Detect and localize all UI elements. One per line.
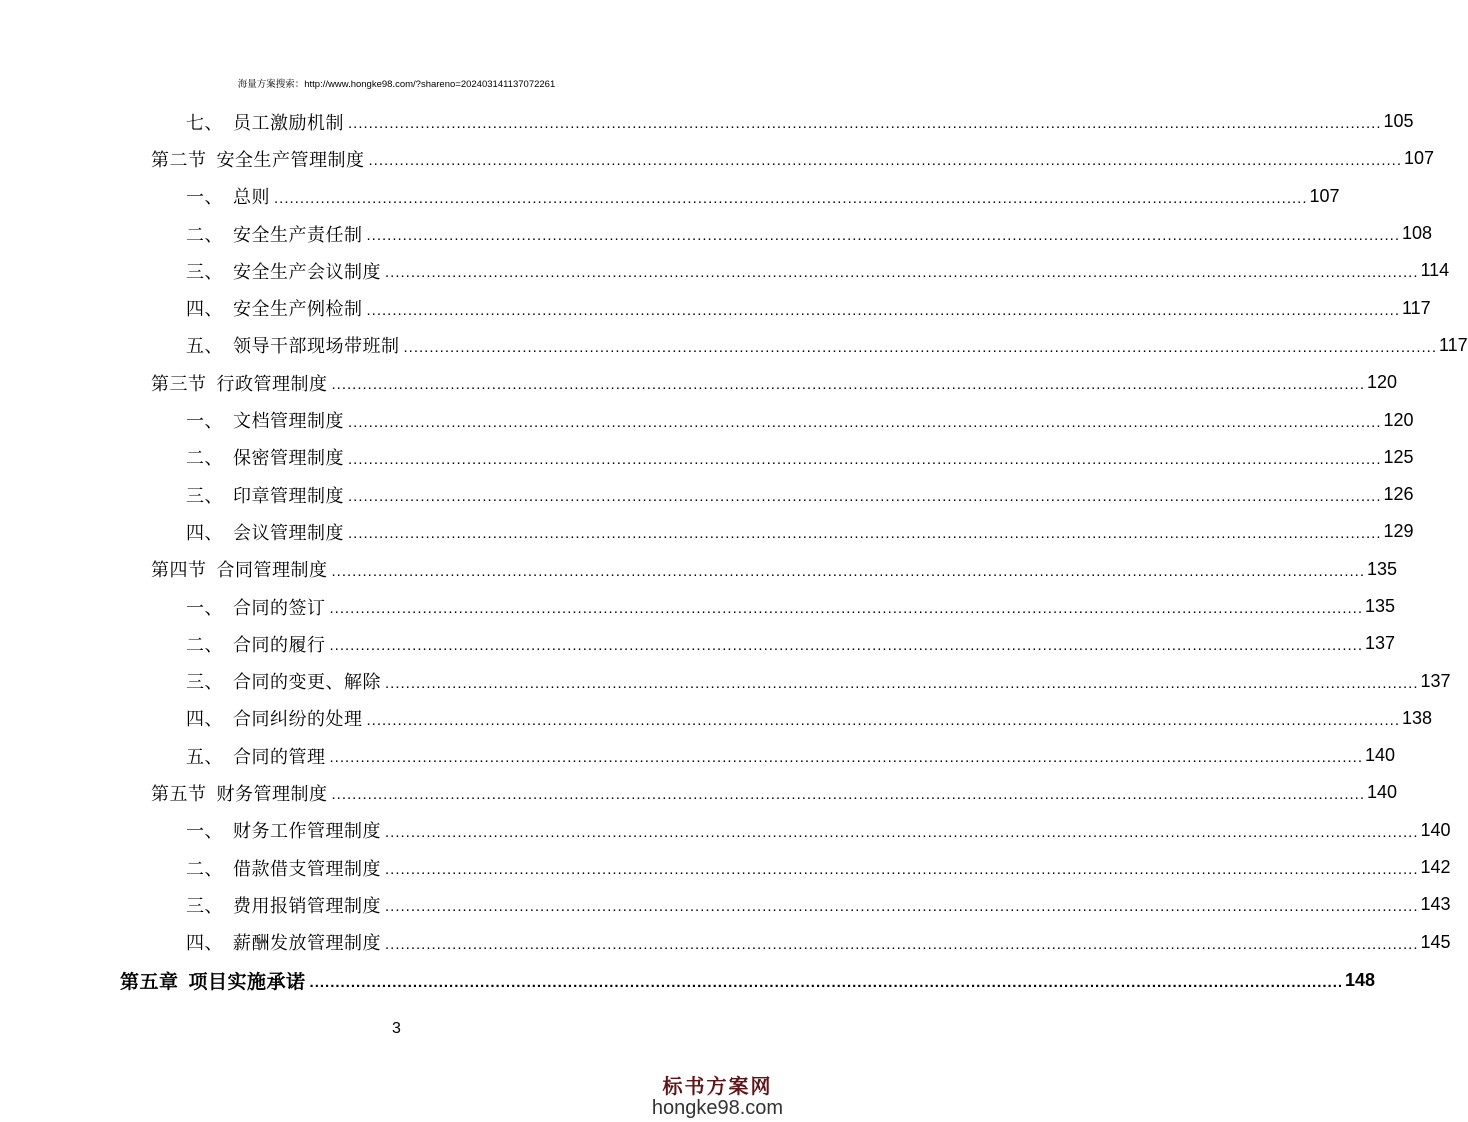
toc-entry-label — [120, 967, 306, 994]
toc-entry-title: 薪酬发放管理制度 — [233, 933, 381, 955]
toc-entry-page: 140 — [1420, 819, 1451, 840]
toc-entry-label — [186, 444, 344, 470]
toc-entry-number: 二、 — [186, 858, 223, 880]
toc-chapter-entry[interactable] — [120, 961, 1376, 1001]
toc-entry-number: 第五节 — [151, 783, 207, 805]
toc-entry-title: 会议管理制度 — [233, 522, 344, 544]
toc-item-entry[interactable] — [186, 439, 1414, 476]
toc-entry-title: 安全生产管理制度 — [216, 149, 365, 171]
toc-entry-title: 总则 — [233, 187, 270, 209]
toc-entry-title: 合同的变更、解除 — [233, 672, 381, 694]
toc-item-entry[interactable] — [186, 401, 1414, 438]
toc-entry-page: 138 — [1402, 707, 1433, 728]
toc-dot-leader: ........................................................................................................................................................................................................ — [348, 525, 1382, 543]
toc-dot-leader: ........................................................................................................................................................................................................ — [331, 562, 1365, 580]
toc-dot-leader: ........................................................................................................................................................................................................ — [329, 637, 1363, 655]
toc-entry-label — [186, 295, 363, 321]
toc-entry-title: 财务工作管理制度 — [233, 821, 381, 843]
toc-entry-page: 117 — [1439, 334, 1468, 355]
toc-entry-label — [186, 258, 381, 284]
toc-item-entry[interactable] — [186, 178, 1340, 215]
toc-dot-leader: ........................................................................................................................................................................................................ — [366, 301, 1400, 319]
toc-entry-page: 117 — [1402, 297, 1431, 318]
toc-entry-page: 120 — [1383, 409, 1414, 430]
toc-entry-page: 148 — [1345, 970, 1376, 991]
toc-entry-number: 二、 — [186, 448, 223, 470]
toc-item-entry[interactable] — [186, 886, 1451, 923]
toc-entry-number: 四、 — [186, 933, 223, 955]
page-number: 3 — [392, 1020, 401, 1037]
toc-entry-page: 114 — [1420, 260, 1450, 281]
toc-entry-label — [186, 855, 381, 881]
toc-entry-page: 135 — [1365, 596, 1396, 616]
toc-entry-page: 107 — [1309, 185, 1340, 206]
toc-item-entry[interactable] — [186, 327, 1468, 364]
toc-entry-title: 借款借支管理制度 — [233, 858, 381, 880]
watermark-logo — [645, 1070, 790, 1120]
toc-entry-label — [186, 221, 363, 247]
toc-entry-title: 文档管理制度 — [233, 411, 344, 433]
toc-entry-label — [186, 594, 326, 620]
toc-entry-title: 项目实施承诺 — [188, 971, 306, 994]
toc-item-entry[interactable] — [186, 215, 1433, 252]
toc-dot-leader: ........................................................................................................................................................................................................ — [331, 376, 1365, 394]
toc-entry-number: 一、 — [186, 597, 223, 619]
toc-dot-leader: ........................................................................................................................................................................................................ — [368, 152, 1402, 170]
toc-entry-page: 135 — [1367, 558, 1398, 579]
toc-section-entry[interactable] — [151, 551, 1398, 588]
toc-entry-number: 四、 — [186, 299, 223, 321]
toc-entry-page: 105 — [1383, 111, 1414, 132]
toc-entry-page: 108 — [1402, 223, 1433, 244]
toc-entry-label — [186, 407, 344, 433]
toc-item-entry[interactable] — [186, 625, 1396, 662]
toc-entry-page: 142 — [1420, 857, 1451, 878]
toc-dot-leader: ........................................................................................................................................................................................................ — [385, 935, 1419, 953]
toc-section-entry[interactable] — [151, 774, 1398, 811]
toc-entry-label — [186, 705, 363, 731]
toc-entry-label — [186, 109, 344, 135]
toc-entry-label — [151, 370, 328, 396]
toc-entry-number: 第二节 — [151, 149, 207, 171]
toc-item-entry[interactable] — [186, 924, 1451, 961]
toc-entry-page: 120 — [1367, 372, 1398, 393]
toc-entry-label — [186, 929, 381, 955]
toc-dot-leader: ........................................................................................................................................................................................................ — [385, 823, 1419, 841]
toc-entry-title: 安全生产例检制 — [233, 299, 363, 321]
toc-item-entry[interactable] — [186, 103, 1414, 140]
toc-section-entry[interactable] — [151, 140, 1435, 177]
toc-item-entry[interactable] — [186, 289, 1431, 326]
toc-dot-leader: ........................................................................................................................................................................................................ — [366, 711, 1400, 729]
toc-entry-title: 员工激励机制 — [233, 112, 344, 134]
toc-entry-page: 137 — [1420, 670, 1451, 691]
toc-item-entry[interactable] — [186, 662, 1451, 699]
toc-dot-leader: ........................................................................................................................................................................................................ — [348, 115, 1382, 133]
toc-entry-number: 三、 — [186, 485, 223, 507]
toc-entry-number: 四、 — [186, 709, 223, 731]
toc-entry-label — [151, 780, 328, 806]
toc-entry-number: 三、 — [186, 895, 223, 917]
toc-entry-label — [151, 146, 365, 172]
toc-entry-title: 合同管理制度 — [216, 560, 328, 582]
toc-dot-leader: ........................................................................................................................................................................................................ — [348, 413, 1382, 431]
toc-section-entry[interactable] — [151, 364, 1398, 401]
toc-entry-number: 一、 — [186, 821, 223, 843]
toc-entry-title: 印章管理制度 — [233, 485, 344, 507]
toc-entry-title: 安全生产责任制 — [233, 224, 363, 246]
toc-entry-number: 三、 — [186, 672, 223, 694]
toc-entry-page: 137 — [1365, 633, 1396, 654]
toc-entry-title: 合同的履行 — [233, 634, 326, 656]
toc-entry-title: 领导干部现场带班制 — [233, 336, 400, 358]
watermark-cn: 标书方案网 — [662, 1074, 773, 1098]
toc-dot-leader: ........................................................................................................................................................................................................ — [385, 898, 1419, 916]
table-of-contents — [0, 103, 1468, 1001]
toc-dot-leader: ........................................................................................................................................................................................................ — [329, 600, 1363, 617]
toc-dot-leader: ........................................................................................................................................................................................................ — [331, 786, 1365, 804]
toc-item-entry[interactable] — [186, 737, 1396, 774]
toc-entry-title: 合同的签订 — [233, 597, 326, 619]
toc-entry-number: 二、 — [186, 224, 223, 246]
toc-dot-leader: ........................................................................................................................................................................................................ — [348, 450, 1382, 468]
toc-dot-leader: ........................................................................................................................................................................................................ — [274, 189, 1308, 207]
toc-entry-page: 126 — [1383, 484, 1414, 505]
toc-entry-number: 二、 — [186, 634, 223, 656]
toc-entry-title: 合同纠纷的处理 — [233, 709, 363, 731]
toc-entry-label — [186, 817, 381, 843]
toc-entry-label — [186, 668, 381, 694]
toc-entry-number: 第四节 — [151, 560, 207, 582]
toc-entry-page: 140 — [1365, 745, 1396, 766]
toc-entry-number: 三、 — [186, 261, 223, 283]
toc-dot-leader: ........................................................................................................................................................................................................ — [348, 488, 1382, 506]
toc-item-entry[interactable] — [186, 513, 1414, 550]
toc-entry-page: 143 — [1420, 894, 1451, 915]
toc-entry-page: 140 — [1367, 782, 1398, 803]
toc-entry-number: 五、 — [186, 746, 223, 768]
toc-item-entry[interactable] — [186, 849, 1451, 886]
toc-dot-leader: ........................................................................................................................................................................................................ — [385, 861, 1419, 879]
watermark-url: hongke98.com — [651, 1097, 784, 1119]
toc-entry-label — [186, 183, 270, 209]
toc-entry-number: 五、 — [186, 336, 223, 358]
toc-dot-leader: ........................................................................................................................................................................................................ — [329, 749, 1363, 767]
toc-entry-title: 保密管理制度 — [233, 448, 344, 470]
toc-entry-title: 费用报销管理制度 — [233, 895, 381, 917]
toc-entry-label — [151, 556, 328, 582]
toc-item-entry[interactable] — [186, 700, 1433, 737]
toc-entry-number: 一、 — [186, 187, 223, 209]
toc-item-entry[interactable] — [186, 812, 1451, 849]
toc-entry-number: 七、 — [186, 112, 223, 134]
toc-entry-number: 一、 — [186, 411, 223, 433]
toc-dot-leader: ........................................................................................................................................................................................................ — [309, 974, 1344, 992]
toc-entry-title: 安全生产会议制度 — [233, 261, 381, 283]
toc-entry-title: 合同的管理 — [233, 746, 326, 768]
toc-entry-title: 财务管理制度 — [216, 783, 328, 805]
toc-entry-page: 145 — [1420, 931, 1451, 952]
page-header-url: 海量方案搜索：http://www.hongke98.com/?shareno=202403141137072261 — [237, 79, 556, 90]
toc-entry-number: 第三节 — [151, 373, 207, 395]
toc-entry-label — [186, 892, 381, 918]
toc-entry-label — [186, 743, 326, 769]
toc-entry-label — [186, 519, 344, 545]
toc-item-entry[interactable] — [186, 252, 1450, 289]
toc-dot-leader: ........................................................................................................................................................................................................ — [366, 227, 1400, 245]
toc-item-entry[interactable] — [186, 588, 1396, 625]
toc-dot-leader: ........................................................................................................................................................................................................ — [403, 338, 1437, 356]
toc-entry-title: 行政管理制度 — [216, 373, 328, 395]
toc-entry-label — [186, 332, 400, 358]
toc-item-entry[interactable] — [186, 476, 1414, 513]
toc-entry-label — [186, 631, 326, 657]
toc-dot-leader: ........................................................................................................................................................................................................ — [385, 674, 1419, 692]
toc-entry-label — [186, 482, 344, 508]
toc-entry-page: 125 — [1383, 446, 1414, 467]
toc-entry-page: 107 — [1404, 148, 1435, 169]
toc-entry-page: 129 — [1383, 521, 1414, 542]
toc-dot-leader: ........................................................................................................................................................................................................ — [385, 264, 1419, 282]
toc-entry-number: 四、 — [186, 522, 223, 544]
toc-entry-number: 第五章 — [120, 971, 179, 994]
